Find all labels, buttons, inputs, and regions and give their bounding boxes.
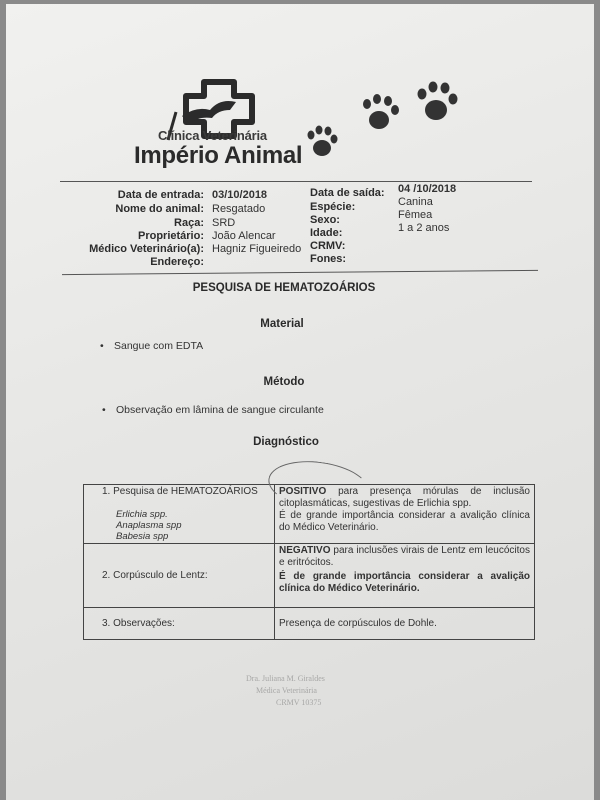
- species-item: Erlichia spp.: [116, 509, 168, 520]
- sex-label: Sexo:: [310, 214, 340, 226]
- breed-value: SRD: [212, 217, 236, 229]
- lab-report-page: [6, 4, 594, 800]
- info-divider: [62, 270, 538, 275]
- species-item: Babesia spp: [116, 531, 169, 542]
- row1-label: 1. Pesquisa de HEMATOZOÁRIOS: [102, 486, 258, 497]
- row2-label: 2. Corpúsculo de Lentz:: [102, 570, 208, 581]
- species-item: Anaplasma spp: [116, 520, 182, 531]
- signature-stamp: [246, 674, 356, 714]
- table-row: [84, 544, 535, 608]
- material-item: • Sangue com EDTA: [114, 340, 203, 352]
- row2-note: É de grande importância considerar a avalição clínica do Médico Veterinário.: [279, 571, 530, 594]
- address-label: Endereço:: [150, 256, 204, 268]
- clinic-name-line2: Império Animal: [134, 142, 303, 169]
- stamp-line3: CRMV 10375: [276, 698, 322, 707]
- animal-name-label: Nome do animal:: [115, 203, 204, 215]
- age-label: Idade:: [310, 227, 343, 239]
- row3-label: 3. Observações:: [102, 618, 175, 629]
- table-row: [84, 608, 535, 640]
- entry-date-value: 03/10/2018: [212, 189, 268, 201]
- row3-result-cell: [275, 608, 535, 640]
- clinic-name-line1: Clínica Veterinária: [158, 128, 267, 143]
- exit-date-value: 04 /10/2018: [398, 183, 457, 195]
- vet-value: Hagniz Figueiredo: [212, 243, 302, 255]
- row1-result-text: para presença mórulas de inclusão citoplasmáticas, sugestivas de Erlichia spp.: [279, 486, 530, 509]
- diagnosis-heading: Diagnóstico: [253, 436, 319, 448]
- header-divider: [60, 181, 532, 182]
- row3-text: Presença de corpúsculos de Dohle.: [279, 618, 437, 629]
- row2-result: [279, 545, 530, 569]
- material-heading: Material: [260, 318, 304, 330]
- species-value: Canina: [398, 196, 433, 208]
- method-item: • Observação em lâmina de sangue circulante: [116, 404, 324, 416]
- paw-print-icon: [302, 122, 342, 162]
- entry-date-label: Data de entrada:: [117, 189, 204, 201]
- breed-label: Raça:: [174, 217, 204, 229]
- phones-label: Fones:: [310, 253, 347, 265]
- exam-title: PESQUISA DE HEMATOZOÁRIOS: [192, 282, 376, 294]
- crmv-label: CRMV:: [310, 240, 346, 252]
- species-label: Espécie:: [310, 201, 356, 213]
- row2-label-cell: [84, 544, 275, 608]
- positive-label: POSITIVO: [279, 486, 327, 497]
- clinic-logo: [134, 72, 474, 184]
- owner-value: João Alencar: [212, 230, 276, 242]
- row1-note: É de grande importância considerar a avalição clínica do Médico Veterinário.: [279, 510, 530, 533]
- stamp-line1: Dra. Juliana M. Giraldes: [246, 674, 325, 683]
- row2-result-cell: [275, 544, 535, 608]
- row2-result-text: para inclusões virais de Lentz em leucócitos e eritrócitos.: [279, 545, 530, 568]
- negative-label: NEGATIVO: [279, 545, 331, 556]
- animal-name-value: Resgatado: [212, 203, 266, 215]
- sex-value: Fêmea: [398, 209, 433, 221]
- age-value: 1 a 2 anos: [398, 222, 450, 234]
- row1-label-cell: [84, 485, 275, 544]
- stamp-line2: Médica Veterinária: [256, 686, 317, 695]
- method-heading: Método: [263, 376, 305, 388]
- vet-label: Médico Veterinário(a):: [89, 243, 204, 255]
- owner-label: Proprietário:: [137, 230, 204, 242]
- row3-label-cell: [84, 608, 275, 640]
- exit-date-label: Data de saída:: [310, 187, 385, 199]
